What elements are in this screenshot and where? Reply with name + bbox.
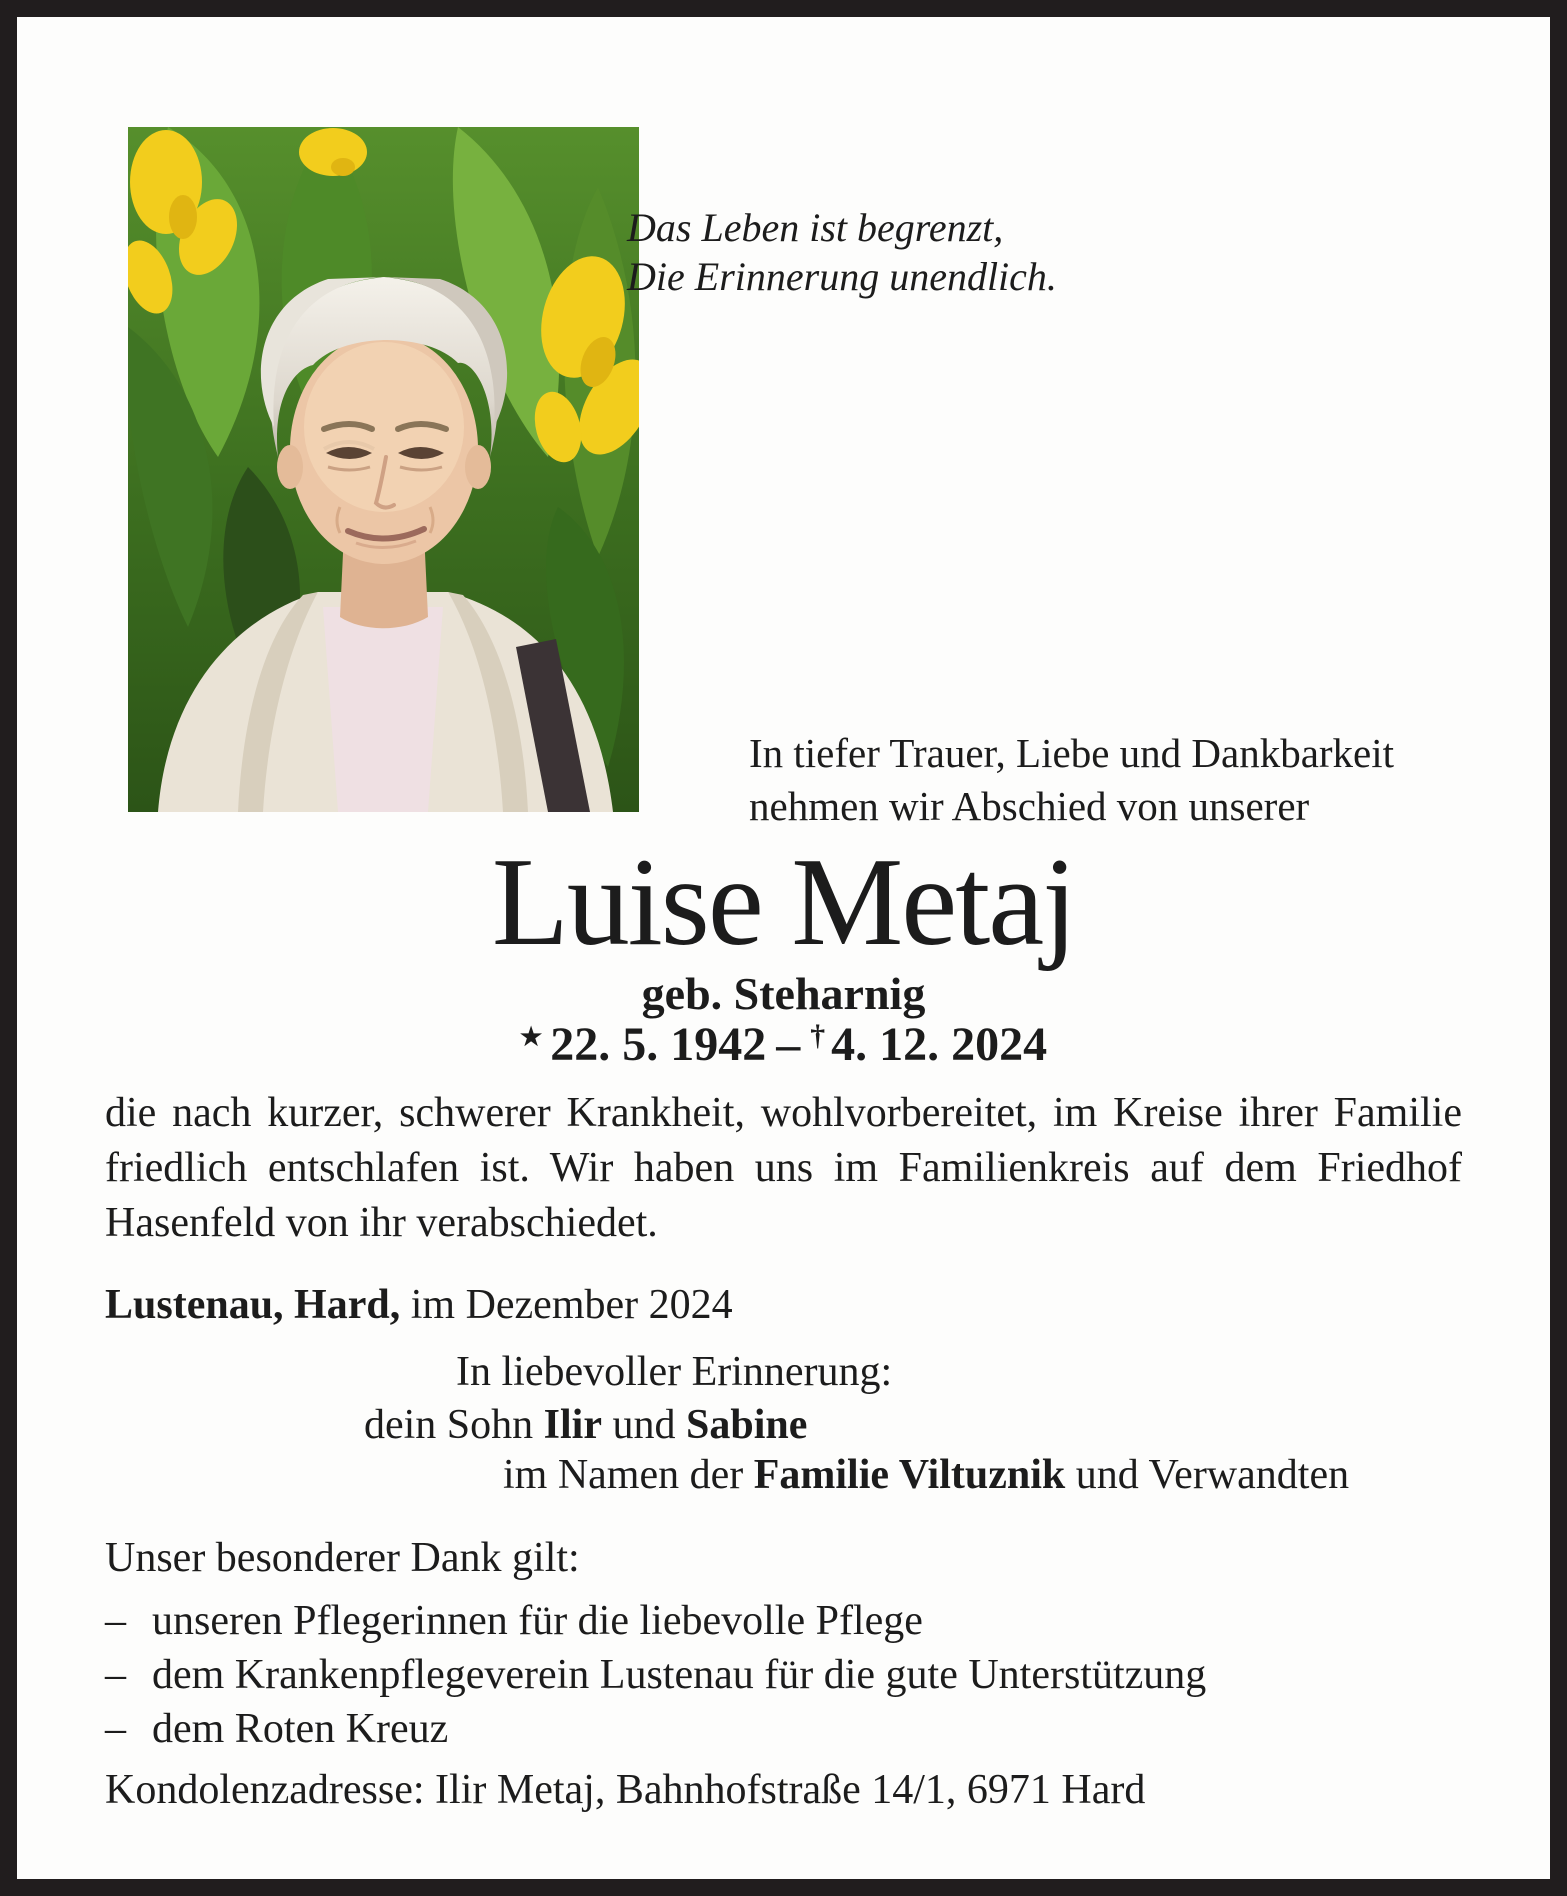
birth-star-icon: ★: [519, 1023, 543, 1051]
thanks-item-text: unseren Pflegerinnen für die liebevolle Pflege: [152, 1598, 923, 1644]
thanks-heading: Unser besonderer Dank gilt:: [105, 1535, 580, 1581]
body-line-3: Hasenfeld von ihr verabschiedet.: [105, 1200, 658, 1246]
mourner-daughter-in-law-name: Sabine: [686, 1402, 808, 1448]
place-month: im Dezember 2024: [400, 1282, 733, 1328]
family-prefix: im Namen der: [503, 1452, 754, 1498]
thanks-item-text: dem Krankenpflegeverein Lustenau für die gute Unterstützung: [152, 1652, 1207, 1698]
mourners-prefix: dein Sohn: [364, 1402, 544, 1448]
birth-date: 22. 5. 1942: [550, 1018, 767, 1071]
intro-line-2: nehmen wir Abschied von unserer: [749, 783, 1310, 829]
portrait-photo: [128, 127, 639, 812]
quote-line-1: Das Leben ist begrenzt,: [627, 205, 1004, 250]
condolence-address: Kondolenzadresse: Ilir Metaj, Bahnhofstraße 14/1, 6971 Hard: [105, 1767, 1146, 1813]
mourners-mid: und: [602, 1402, 686, 1448]
body-line-1: die nach kurzer, schwerer Krankheit, wohlvorbereitet, im Kreise ihrer Familie: [105, 1090, 1462, 1136]
quote-line-2: Die Erinnerung unendlich.: [627, 254, 1057, 299]
death-date: 4. 12. 2024: [831, 1018, 1048, 1071]
family-line: [503, 1451, 1349, 1499]
dates-separator: –: [776, 1018, 801, 1071]
thanks-item: [105, 1594, 1206, 1648]
family-name: Familie Viltuznik: [753, 1452, 1066, 1498]
thanks-item-text: dem Roten Kreuz: [152, 1706, 449, 1752]
intro-text: [749, 727, 1394, 833]
mourner-son-name: Ilir: [543, 1402, 602, 1448]
list-dash: –: [105, 1598, 126, 1644]
death-cross-icon: †: [810, 1019, 826, 1053]
intro-line-1: In tiefer Trauer, Liebe und Dankbarkeit: [749, 730, 1395, 776]
thanks-item: [105, 1648, 1206, 1702]
place-date-line: [105, 1281, 733, 1329]
place-names: Lustenau, Hard,: [105, 1282, 401, 1328]
list-dash: –: [105, 1652, 126, 1698]
thanks-item: [105, 1702, 1206, 1756]
portrait-photo-graphic: [128, 127, 639, 812]
memorial-quote: [627, 203, 1057, 301]
family-suffix: und Verwandten: [1065, 1452, 1350, 1498]
obituary-body: [105, 1086, 1462, 1251]
maiden-name: geb. Steharnig: [641, 968, 926, 1019]
body-line-2: friedlich entschlafen ist. Wir haben uns im Familienkreis auf dem Friedhof: [105, 1145, 1462, 1191]
mourners-line: [364, 1401, 807, 1449]
memory-heading: In liebevoller Erinnerung:: [456, 1349, 893, 1395]
deceased-name: Luise Metaj: [491, 833, 1076, 972]
list-dash: –: [105, 1706, 126, 1752]
thanks-list: [105, 1594, 1206, 1756]
life-dates: [0, 1017, 1567, 1072]
